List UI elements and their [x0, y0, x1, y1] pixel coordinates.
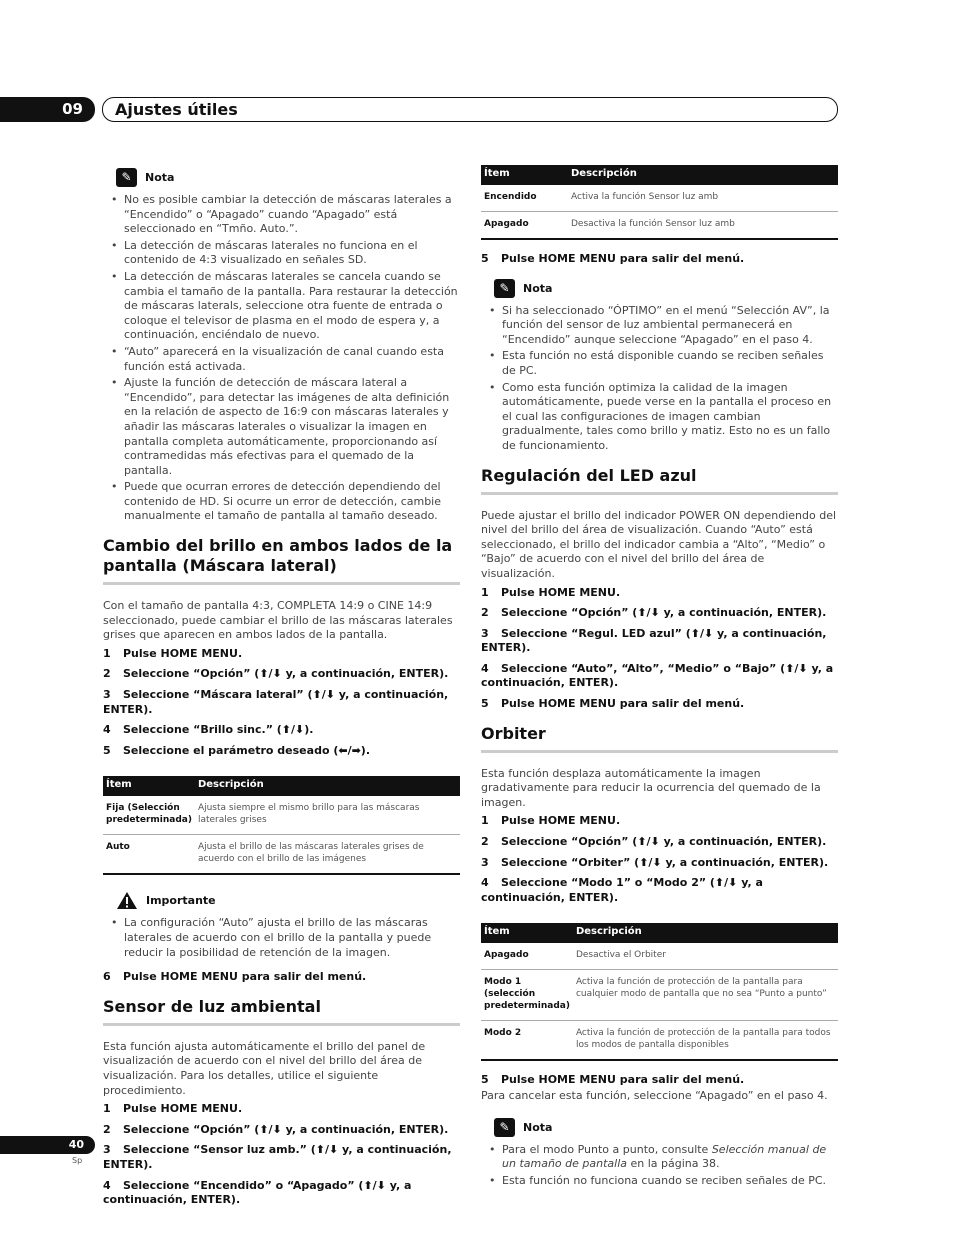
list-item: • La configuración “Auto” ajusta el brillo de las máscaras laterales de acuerdo con el brillo de la pantalla y puede reducir la posibilidad de retención de la imagen. [111, 916, 460, 960]
table-cell: Auto [103, 835, 195, 875]
left-column [103, 165, 460, 1214]
table-row [103, 835, 460, 875]
step: 2 Seleccione “Opción” (⬆/⬇ y, a continuación, ENTER). [103, 667, 449, 681]
important-header [116, 891, 460, 910]
cancel-text: Para cancelar esta función, seleccione “Apagado” en el paso 4. [481, 1089, 828, 1102]
step: 3 Seleccione “Máscara lateral” (⬆/⬇ y, a continuación, ENTER). [103, 688, 449, 716]
table-row [481, 212, 838, 240]
note-list [489, 304, 838, 454]
table-cell: Apagado [481, 212, 568, 240]
table-header: Ítem [481, 923, 573, 943]
step: 3 Seleccione “Orbiter” (⬆/⬇ y, a continuación, ENTER). [481, 855, 829, 869]
step: 6 Pulse HOME MENU para salir del menú. [103, 970, 367, 984]
table-cell: Ajusta el brillo de las máscaras laterales grises de acuerdo con el brillo de las imágenes [195, 835, 460, 875]
table-header-row [481, 923, 838, 943]
list-item: • La detección de máscaras laterales no funciona en el contenido de 4:3 visualizado en señales SD. [111, 239, 460, 268]
note-list [111, 193, 460, 524]
table-cell: Activa la función Sensor luz amb [568, 185, 838, 212]
table-header: Descripción [568, 165, 838, 185]
step: 2 Seleccione “Opción” (⬆/⬇ y, a continuación, ENTER). [481, 606, 827, 620]
important-label: Importante [146, 894, 216, 908]
section-intro: Esta función desplaza automáticamente la imagen gradativamente para reducir la ocurrencia del quemado de la imagen. [481, 766, 821, 809]
step: 5 Pulse HOME MENU para salir del menú. [481, 1073, 745, 1087]
step: 5 Pulse HOME MENU para salir del menú. [481, 252, 745, 265]
note-list [489, 1143, 838, 1189]
step: 1 Pulse HOME MENU. [481, 585, 621, 599]
step: 4 Seleccione “Auto”, “Alto”, “Medio” o “Bajo” (⬆/⬇ y, a continuación, ENTER). [481, 661, 834, 690]
step: 4 Seleccione “Brillo sinc.” (⬆/⬇). [103, 723, 314, 737]
table-cell: Activa la función de protección de la pantalla para cualquier modo de pantalla que no sea “Punto a punto” [573, 970, 838, 1021]
step: 4 Seleccione “Modo 1” o “Modo 2” (⬆/⬇ y, a continuación, ENTER). [481, 876, 763, 904]
note-label: Nota [145, 171, 175, 184]
table-cell: Modo 1 (selección predeterminada) [481, 970, 573, 1021]
table-header-row [103, 776, 460, 796]
step: 4 Seleccione “Encendido” o “Apagado” (⬆/⬇ y, a continuación, ENTER). [103, 1178, 412, 1207]
list-item: • Ajuste la función de detección de máscara lateral a “Encendido”, para detectar las imágenes de alta definición en la relación de aspecto de 16:9 con máscaras laterales y añadir las máscaras laterales o visualizar la imagen en pantalla completa automáticamente, proporcionando así contramedidas más efectivas para el quemado de la pantalla. [111, 376, 460, 478]
table-header: Ítem [103, 776, 195, 796]
list-item: • Para el modo Punto a punto, consulte Selección manual de un tamaño de pantalla en la página 38. [489, 1143, 838, 1172]
cross-reference-link[interactable]: Selección manual de un tamaño de pantalla [502, 1142, 827, 1171]
section-intro: Con el tamaño de pantalla 4:3, COMPLETA 14:9 o CINE 14:9 seleccionado, puede cambiar el brillo de las máscaras laterales grises que aparecen en ambos lados de la pantalla. [103, 599, 453, 642]
pencil-note-icon: ✎ [116, 168, 137, 187]
table-cell: Fija (Selección predeterminada) [103, 796, 195, 835]
sensor-table [481, 165, 838, 240]
table-row [103, 796, 460, 835]
step: 1 Pulse HOME MENU. [103, 1102, 243, 1116]
table-header: Ítem [481, 165, 568, 185]
table-cell: Modo 2 [481, 1021, 573, 1061]
section-intro: Esta función ajusta automáticamente el brillo del panel de visualización de acuerdo con el nivel del brillo del área de visualización. Para los detalles, utilice el siguiente procedimiento. [103, 1039, 426, 1097]
step: 2 Seleccione “Opción” (⬆/⬇ y, a continuación, ENTER). [481, 835, 827, 849]
step: 1 Pulse HOME MENU. [103, 646, 243, 660]
section-title-orbiter: Orbiter [481, 724, 838, 753]
step: 5 Pulse HOME MENU para salir del menú. [481, 697, 745, 711]
table-header: Descripción [573, 923, 838, 943]
step: 3 Seleccione “Sensor luz amb.” (⬆/⬇ y, a continuación, ENTER). [103, 1143, 452, 1171]
table-cell: Encendido [481, 185, 568, 212]
list-item: • “Auto” aparecerá en la visualización de canal cuando esta función está activada. [111, 345, 460, 374]
step: 5 Seleccione el parámetro deseado (⬅/➡). [103, 743, 371, 757]
warning-triangle-icon [116, 891, 138, 910]
chapter-title: Ajustes útiles [102, 97, 838, 122]
important-list [111, 916, 460, 960]
list-item: • Si ha seleccionado “ÓPTIMO” en el menú “Selección AV”, la función del sensor de luz ambiental permanecerá en “Encendido” aunque seleccione “Apagado” en el paso 4. [489, 304, 838, 348]
table-cell: Desactiva el Orbiter [573, 943, 838, 970]
chapter-number: 09 [0, 97, 95, 122]
table-cell: Desactiva la función Sensor luz amb [568, 212, 838, 240]
list-item: • La detección de máscaras laterales se cancela cuando se cambia el tamaño de la pantalla. Para restaurar la detección de máscaras laterals, seleccione otra fuente de entrada o coloque el televisor de plasma en el modo de espera y, a continuación, enciéndalo de nuevo. [111, 270, 460, 343]
note-label: Nota [523, 1120, 553, 1134]
list-item: • Esta función no funciona cuando se reciben señales de PC. [489, 1174, 838, 1189]
note-label: Nota [523, 281, 553, 295]
table-header-row [481, 165, 838, 185]
table-cell: Activa la función de protección de la pantalla para todos los modos de pantalla disponibles [573, 1021, 838, 1061]
right-column [481, 165, 838, 1190]
section-title-mask: Cambio del brillo en ambos lados de la pantalla (Máscara lateral) [103, 536, 460, 585]
step: 1 Pulse HOME MENU. [481, 814, 621, 828]
list-item: • Esta función no está disponible cuando se reciben señales de PC. [489, 349, 838, 378]
note-header [494, 279, 838, 298]
table-row [481, 943, 838, 970]
table-cell: Ajusta siempre el mismo brillo para las máscaras laterales grises [195, 796, 460, 835]
list-item: • Como esta función optimiza la calidad de la imagen automáticamente, puede verse en la pantalla el proceso en el cual las configuraciones de imagen cambian gradualmente, tales como brillo y matiz. Esto no es un fallo de funcionamiento. [489, 381, 838, 454]
step: 3 Seleccione “Regul. LED azul” (⬆/⬇ y, a continuación, ENTER). [481, 626, 827, 655]
table-header: Descripción [195, 776, 460, 796]
page-number: 40 [0, 1136, 95, 1154]
table-row [481, 970, 838, 1021]
note-header [494, 1118, 838, 1137]
pencil-note-icon: ✎ [494, 1118, 515, 1137]
step: 2 Seleccione “Opción” (⬆/⬇ y, a continuación, ENTER). [103, 1122, 449, 1136]
list-item: • No es posible cambiar la detección de máscaras laterales a “Encendido” o “Apagado” cuando “Apagado” está seleccionado en “Tmño. Auto.”. [111, 193, 460, 237]
section-title-led: Regulación del LED azul [481, 466, 838, 495]
mask-table [103, 776, 460, 875]
table-cell: Apagado [481, 943, 573, 970]
table-row [481, 1021, 838, 1061]
table-row [481, 185, 838, 212]
page-language: Sp [72, 1156, 83, 1165]
section-title-sensor: Sensor de luz ambiental [103, 997, 460, 1026]
note-header [116, 168, 460, 187]
orbiter-table [481, 923, 838, 1061]
section-intro: Puede ajustar el brillo del indicador POWER ON dependiendo del nivel del brillo del área de visualización. Cuando “Auto” está seleccionado, el brillo del indicador cambia a “Alto”, “Medio” o “Bajo” de acuerdo con el nivel del brillo del área de visualización. [481, 508, 837, 580]
list-item: • Puede que ocurran errores de detección dependiendo del contenido de HD. Si ocurre un error de detección, cambie manualmente el tamaño de pantalla al tamaño deseado. [111, 480, 460, 524]
pencil-note-icon: ✎ [494, 279, 515, 298]
